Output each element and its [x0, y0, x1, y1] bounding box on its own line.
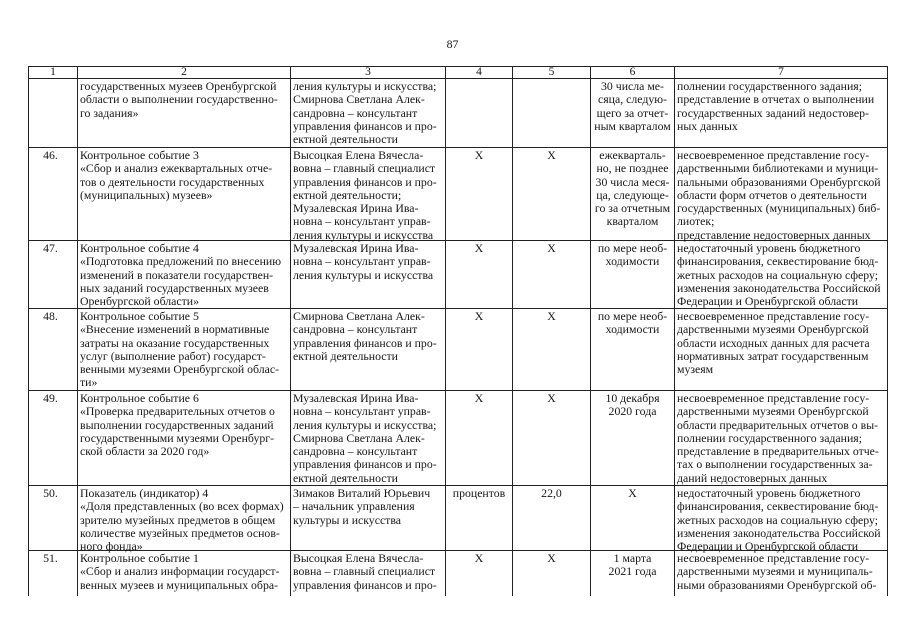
cell-text-line: – начальник управления [293, 499, 415, 514]
unit-cell [446, 309, 513, 390]
column-number-4: 4 [446, 67, 513, 78]
risks-cell [675, 486, 888, 554]
cell-text-line: ления культуры и искусства [293, 267, 434, 282]
cell-text-line: Х [547, 309, 556, 323]
cell-text-line: Х [474, 148, 484, 162]
value-cell [513, 391, 591, 485]
cell-text-line: управления финансов и про- [293, 577, 437, 592]
cell-text-line: государственных заданий недостовер- [677, 105, 869, 120]
cell-text-line: но, не позднее [596, 161, 669, 176]
cell-text-line: Х [547, 148, 556, 162]
table-row [29, 486, 888, 554]
cell-text-line: новна – консультант управ- [293, 404, 431, 419]
cell-text-line: дарственными библиотеками и муници- [677, 161, 879, 176]
row-number-cell [29, 309, 78, 390]
unit-cell [446, 148, 513, 240]
cell-text-line: Х [547, 241, 556, 255]
cell-text-line: Высоцкая Елена Вячесла- [293, 551, 424, 565]
cell-text-line: представление в отчетах о выполнении [677, 92, 875, 107]
cell-text-line: Музалевская Ирина Ива- [293, 201, 419, 216]
page-number: 87 [446, 37, 459, 51]
row-number-cell [29, 148, 78, 240]
cell-text-line: Х [474, 241, 484, 255]
cell-text-line: «Внесение изменений в нормативные [80, 322, 270, 337]
unit-cell [446, 551, 513, 596]
cell-text-line: (муниципальных) музеев» [80, 187, 213, 202]
cell-text-line: сяца, следую- [598, 92, 667, 107]
column-number-5: 5 [513, 67, 591, 78]
cell-text-line: Х [547, 391, 556, 405]
risks-cell [675, 551, 888, 596]
cell-text-line: управления финансов и про- [293, 174, 437, 189]
event-title-cell [78, 391, 291, 485]
cell-text-line: ных данных [677, 118, 738, 133]
responsible-person-cell [291, 391, 446, 485]
cell-text-line: ходимости [605, 322, 660, 337]
cell-text-line: вовна – главный специалист [293, 564, 436, 579]
cell-text-line: Музалевская Ирина Ива- [293, 391, 419, 405]
cell-text-line: 48. [43, 309, 58, 323]
responsible-person-cell [291, 241, 446, 308]
cell-text-line: сандровна – консультант [293, 444, 418, 459]
value-cell [513, 241, 591, 308]
row-number-cell [29, 391, 78, 485]
cell-text-line: культуры и искусства [293, 512, 401, 527]
cell-text-line: по мере необ- [597, 309, 668, 323]
cell-text-line: венных музеев и муниципальных обра- [80, 577, 279, 592]
row-number-cell [29, 79, 78, 147]
cell-text-line: государственными музеями Оренбург- [80, 430, 275, 445]
cell-text-line: «Подготовка предложений по внесению [80, 254, 282, 269]
cell-text-line: по мере необ- [597, 241, 668, 255]
event-title-cell [78, 309, 291, 390]
cell-text-line: 30 числа ме- [601, 79, 664, 93]
cell-text-line: Контрольное событие 3 [80, 148, 199, 162]
cell-text-line: несвоевременное представление госу- [677, 551, 870, 565]
cell-text-line: сандровна – консультант [293, 322, 418, 337]
cell-text-line: жетных расходов на социальную сферу; [677, 267, 878, 282]
cell-text-line: выполнении государственных заданий [80, 417, 274, 432]
cell-text-line: Х [474, 391, 484, 405]
cell-text-line: ти» [80, 375, 98, 390]
cell-text-line: полнении государственного задания; [677, 79, 862, 93]
cell-text-line: ской области за 2020 год» [80, 444, 210, 459]
cell-text-line: ных заданий государственных музеев [80, 280, 269, 295]
column-number-1: 1 [29, 67, 78, 78]
cell-text-line: финансирования, секвестирование бюд- [677, 499, 879, 514]
cell-text-line: жетных расходов на социальную сферу; [677, 512, 878, 527]
cell-text-line: щего за отчет- [596, 105, 669, 120]
table-row [29, 391, 888, 486]
cell-text-line: управления финансов и про- [293, 335, 437, 350]
cell-text-line: дарственными музеями и муниципаль- [677, 564, 873, 579]
cell-text-line: вовна – главный специалист [293, 161, 436, 176]
cell-text-line: 46. [43, 148, 58, 162]
cell-text-line: Оренбургской области» [80, 294, 200, 309]
cell-text-line: ектной деятельности; [293, 187, 402, 202]
deadline-cell [591, 486, 675, 550]
risks-cell [675, 79, 888, 147]
risks-cell [675, 391, 888, 485]
cell-text-line: ными образованиями Оренбургской об- [677, 577, 877, 592]
cell-text-line: 51. [43, 551, 58, 565]
cell-text-line: несвоевременное представление госу- [677, 309, 870, 323]
cell-text-line: Х [628, 486, 637, 500]
cell-text-line: несвоевременное представление госу- [677, 148, 870, 162]
header-row [29, 67, 888, 79]
cell-text-line: процентов [452, 486, 506, 500]
cell-text-line: 47. [43, 241, 58, 255]
cell-text-line: управления финансов и про- [293, 118, 437, 133]
cell-text-line: Показатель (индикатор) 4 [80, 486, 209, 500]
row-number-cell [29, 241, 78, 308]
cell-text-line: финансирования, секвестирование бюд- [677, 254, 879, 269]
cell-text-line: области форм отчетов о деятельности [677, 187, 867, 202]
cell-text-line: затраты на оказание государственных [80, 335, 270, 350]
cell-text-line: лиотек; [677, 214, 715, 229]
cell-text-line: дарственными музеями Оренбургской [677, 404, 869, 419]
value-cell [513, 486, 591, 550]
cell-text-line: нормативных затрат государственным [677, 348, 869, 363]
cell-text-line: Смирнова Светлана Алек- [293, 309, 425, 323]
cell-text-line: Смирнова Светлана Алек- [293, 430, 425, 445]
cell-text-line: 10 декабря [605, 391, 660, 405]
cell-text-line: ления культуры и искусства; [293, 417, 437, 432]
cell-text-line: 1 марта [613, 551, 652, 565]
cell-text-line: го за отчетным [594, 201, 671, 216]
cell-text-line: изменения законодательства Российской [677, 280, 881, 295]
risks-cell [675, 148, 888, 240]
cell-text-line: 50. [43, 486, 58, 500]
cell-text-line: «Проверка предварительных отчетов о [80, 404, 275, 419]
plan-table [28, 66, 888, 596]
risks-cell [675, 241, 888, 308]
cell-text-line: тах о выполнении государственных за- [677, 457, 873, 472]
cell-text-line: Федерации и Оренбургской области [677, 539, 859, 554]
cell-text-line: Зимаков Виталий Юрьевич [293, 486, 431, 500]
cell-text-line: области о выполнении государственно- [80, 92, 278, 107]
cell-text-line: кварталом [606, 214, 659, 229]
cell-text-line: Контрольное событие 4 [80, 241, 199, 255]
cell-text-line: Контрольное событие 6 [80, 391, 199, 405]
event-title-cell [78, 79, 291, 147]
value-cell [513, 309, 591, 390]
row-number-cell [29, 486, 78, 550]
deadline-cell [591, 241, 675, 308]
cell-text-line: представление недостоверных данных [677, 227, 871, 242]
column-number-2: 2 [78, 67, 291, 78]
cell-text-line: ления культуры и искусства; [293, 79, 437, 93]
cell-text-line: даний недостоверных данных [677, 470, 828, 485]
risks-cell [675, 309, 888, 390]
unit-cell [446, 486, 513, 550]
table-row [29, 148, 888, 241]
cell-text-line: 22,0 [541, 486, 562, 500]
cell-text-line: изменения законодательства Российской [677, 525, 881, 540]
cell-text-line: «Сбор и анализ ежеквартальных отче- [80, 161, 273, 176]
responsible-person-cell [291, 309, 446, 390]
cell-text-line: сандровна – консультант [293, 105, 418, 120]
column-number-3: 3 [291, 67, 446, 78]
cell-text-line: недостаточный уровень бюджетного [677, 486, 861, 500]
event-title-cell [78, 551, 291, 596]
responsible-person-cell [291, 79, 446, 147]
value-cell [513, 551, 591, 596]
cell-text-line: Х [474, 551, 484, 565]
cell-text-line: управления финансов и про- [293, 457, 437, 472]
cell-text-line: недостаточный уровень бюджетного [677, 241, 861, 255]
row-number-cell [29, 551, 78, 596]
table-row [29, 241, 888, 309]
cell-text-line: количестве музейных предметов основ- [80, 525, 280, 540]
cell-text-line: ежекварталь- [599, 148, 666, 162]
deadline-cell [591, 148, 675, 240]
event-title-cell [78, 148, 291, 240]
table-row [29, 309, 888, 391]
cell-text-line: изменений в показатели государствен- [80, 267, 274, 282]
cell-text-line: дарственными музеями Оренбургской [677, 322, 869, 337]
cell-text-line: полнении государственного задания; [677, 430, 862, 445]
responsible-person-cell [291, 148, 446, 240]
unit-cell [446, 241, 513, 308]
cell-text-line: го задания» [80, 105, 139, 120]
deadline-cell [591, 551, 675, 596]
event-title-cell [78, 486, 291, 554]
cell-text-line: ектной деятельности [293, 132, 398, 147]
table-row [29, 79, 888, 148]
cell-text-line: ления культуры и искусства [293, 227, 434, 242]
cell-text-line: Смирнова Светлана Алек- [293, 92, 425, 107]
cell-text-line: 30 числа меся- [595, 174, 670, 189]
cell-text-line: зрителю музейных предметов в общем [80, 512, 276, 527]
responsible-person-cell [291, 486, 446, 550]
value-cell [513, 148, 591, 240]
cell-text-line: пальными образованиями Оренбургской [677, 174, 881, 189]
cell-text-line: венными музеями Оренбургской облас- [80, 362, 280, 377]
cell-text-line: области предварительных отчетов о вы- [677, 417, 879, 432]
cell-text-line: 49. [43, 391, 58, 405]
cell-text-line: музеям [677, 362, 714, 377]
cell-text-line: ектной деятельности [293, 470, 398, 485]
cell-text-line: Федерации и Оренбургской области [677, 294, 859, 309]
table-row [29, 551, 888, 596]
cell-text-line: представление в предварительных отче- [677, 444, 879, 459]
cell-text-line: Х [474, 309, 484, 323]
cell-text-line: ектной деятельности [293, 348, 398, 363]
cell-text-line: ным кварталом [594, 118, 671, 133]
column-number-7: 7 [675, 67, 888, 78]
cell-text-line: новна – консультант управ- [293, 254, 431, 269]
cell-text-line: Высоцкая Елена Вячесла- [293, 148, 424, 162]
cell-text-line: несвоевременное представление госу- [677, 391, 870, 405]
cell-text-line: государственных музеев Оренбургской [80, 79, 277, 93]
cell-text-line: Контрольное событие 1 [80, 551, 199, 565]
cell-text-line: услуг (выполнение работ) государст- [80, 348, 266, 363]
cell-text-line: тов о деятельности государственных [80, 174, 265, 189]
cell-text-line: Х [547, 551, 556, 565]
cell-text-line: «Сбор и анализ информации государст- [80, 564, 280, 579]
cell-text-line: 2021 года [608, 564, 657, 579]
column-number-6: 6 [591, 67, 675, 78]
cell-text-line: Музалевская Ирина Ива- [293, 241, 419, 255]
cell-text-line: новна – консультант управ- [293, 214, 431, 229]
cell-text-line: 2020 года [608, 404, 657, 419]
unit-cell [446, 391, 513, 485]
responsible-person-cell [291, 551, 446, 596]
cell-text-line: ходимости [605, 254, 660, 269]
unit-cell [446, 79, 513, 147]
deadline-cell [591, 309, 675, 390]
cell-text-line: «Доля представленных (во всех формах) [80, 499, 284, 514]
deadline-cell [591, 79, 675, 147]
cell-text-line: Контрольное событие 5 [80, 309, 199, 323]
deadline-cell [591, 391, 675, 485]
cell-text-line: области исходных данных для расчета [677, 335, 870, 350]
cell-text-line: ного фонда» [80, 539, 143, 554]
cell-text-line: государственных (муниципальных) биб- [677, 201, 881, 216]
value-cell [513, 79, 591, 147]
event-title-cell [78, 241, 291, 308]
cell-text-line: ца, следующе- [596, 187, 669, 202]
